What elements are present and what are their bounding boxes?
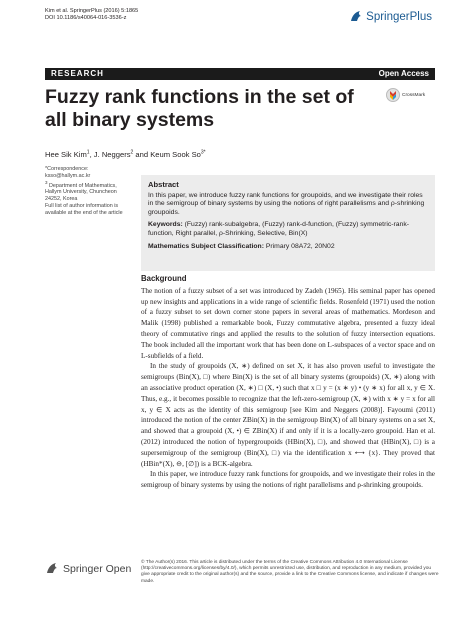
section-label: RESEARCH: [51, 69, 104, 78]
article-body: [141, 274, 435, 491]
springer-open-horse-icon: [45, 562, 59, 575]
author-name: Hee Sik Kim: [45, 149, 87, 159]
author-name: J. Neggers: [93, 149, 131, 159]
author-name: Keum Sook So: [150, 149, 201, 159]
author-mark: 2: [130, 149, 134, 155]
crossmark-badge[interactable]: [386, 88, 425, 102]
author-list: [45, 149, 206, 159]
affiliation: [45, 180, 125, 203]
citation-block: [45, 8, 138, 22]
paragraph-3: In this paper, we introduce fuzzy rank functions for groupoids, and we investigate their roles in the semigroup of binary systems by using the notions of right parallelisms and ρ-shrinking groupoids.: [141, 470, 435, 490]
author-sidebar: [45, 166, 125, 216]
keywords: [148, 221, 428, 238]
license-text: © The Author(s) 2016. This article is distributed under the terms of the Creative Commons Attribution 4.0 International License (http://creativecommons.org/licenses/by/4.0/), which permits unrestricted use, distribution, and reproduction in any medium, provided you give appropriate credit to the original author(s) and the source, provide a link to the Creative Commons license, and indicate if changes were made.: [141, 560, 439, 584]
abstract-text: In this paper, we introduce fuzzy rank functions for groupoids, and we investigate their roles in the semigroup of binary systems by using the notions of right parallelisms and ρ-shrinking groupoids.: [148, 191, 425, 216]
background-heading: Background: [141, 274, 187, 283]
abstract-box: [141, 175, 435, 271]
crossmark-icon: [386, 88, 400, 102]
article-title: Fuzzy rank functions in the set of all binary systems: [45, 86, 354, 131]
correspondence-email[interactable]: ksso@hallym.ac.kr: [45, 172, 91, 179]
authors-text: Hee Sik Kim$^1$, J. Neggers$^2$ and Keum Sook $So^{3*}$: [45, 149, 206, 159]
section-banner: [45, 68, 435, 80]
open-access-label: Open Access: [378, 69, 429, 78]
keywords-text: (Fuzzy) rank-subalgebra, (Fuzzy) rank-d-function, (Fuzzy) symmetric-rank-function, Right parallel, ρ-Shrinking, Selective, Bin(X): [148, 221, 409, 237]
crossmark-label: CrossMark: [402, 92, 426, 98]
full-author-info-note: Full list of author information is available at the end of the article: [45, 202, 123, 216]
springer-horse-icon: [349, 10, 363, 23]
abstract-heading: Abstract: [148, 180, 179, 189]
author-mark: 3*: [200, 149, 206, 155]
doi-line: DOI 10.1186/s40064-016-3536-z: [45, 15, 127, 22]
msc-text: Primary 08A72, 20N02: [265, 242, 335, 250]
correspondence-label: *Correspondence:: [45, 166, 89, 172]
msc: [148, 243, 428, 252]
keywords-label: Keywords:: [148, 221, 183, 229]
msc-label: Mathematics Subject Classification:: [148, 242, 264, 250]
paragraph-2: In the study of groupoids (X, ∗) defined on set X, it has also proven useful to investigate the semigroups (Bin(X), □) where Bin(X) is the set of all binary systems (groupoids) (X, ∗) along with an associative product operation (X, ∗) □ (X, •) such that x □ y = (x ∗ y) • (y ∗ x) for all x, y ∈ X. Thus, e.g., it becomes possible to recognize that the left-zero-semigroup (X, ∗) with x ∗ y = x for all x, y ∈ X acts as the identity of this semigroup [see Kim and Neggers (2008)]. Fayoumi (2011) introduced the notion of the center ZBin(X) in the semigroup Bin(X) of all binary systems on a set X, and showed that a groupoid (X, •) ∈ ZBin(X) if and only if it is a locally-zero groupoid. Han et al. (2012) introduced the notion of hypergroupoids (HBin(X), □), and showed that (HBin(X), □) is a supersemigroup of the semigroup (Bin(X), □) via the identification x ⟷ {x}. They proved that (HBin*(X), ⊖, [∅]) is a BCK-algebra.: [141, 362, 435, 468]
footer-logo-text: Springer Open: [63, 562, 132, 575]
citation-line: Kim et al. SpringerPlus (2016) 5:1865: [45, 8, 139, 14]
paragraph-1: The notion of a fuzzy subset of a set was introduced by Zadeh (1965). His seminal paper has opened up new insights and applications in a wide range of scientific fields. Rosenfeld (1971) used the notion of a fuzzy subset to set down corner stone papers in several areas of mathematics. Mordeson and Malik (1998) published a remarkable book, Fuzzy commutative algebra, presented a fuzzy ideal theory of commutative rings and applied the results to the solution of fuzzy intersection equations. The book included all the important work that has been done on L-subspaces of a vector space and on L-subfields of a field.: [141, 286, 435, 360]
springerplus-logo[interactable]: [349, 10, 432, 23]
logo-text: SpringerPlus: [366, 10, 432, 23]
springeropen-logo[interactable]: [45, 562, 131, 575]
author-mark: 1: [86, 149, 90, 155]
affiliation-text: Department of Mathematics, Hallym University, Chuncheon 24252, Korea: [45, 182, 117, 202]
affiliation-mark: 3: [45, 179, 48, 185]
